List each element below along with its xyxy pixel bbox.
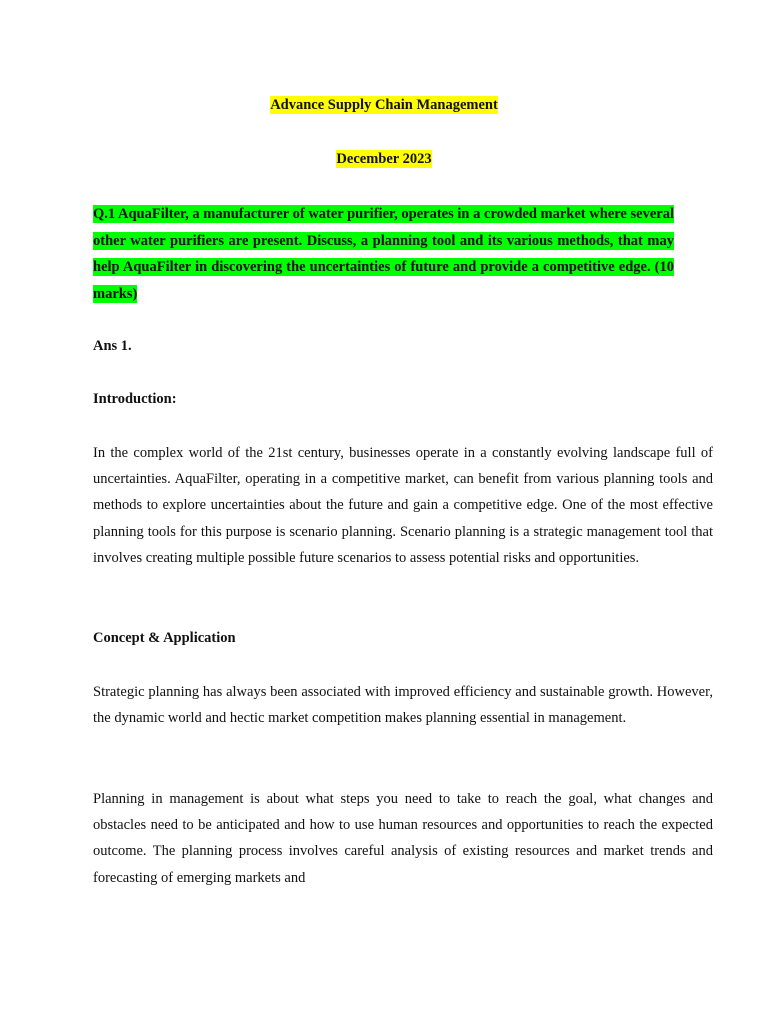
question-block [93,201,674,307]
document-date [0,150,768,168]
strategic-planning-paragraph: Strategic planning has always been associated with improved efficiency and sustainable growth. However, the dynamic world and hectic market competition makes planning essential in management. [93,684,713,727]
answer-label: Ans 1. [93,338,132,354]
introduction-paragraph: In the complex world of the 21st century, businesses operate in a constantly evolving landscape full of uncertainties. AquaFilter, operating in a competitive market, can benefit from various planning tools and methods to explore uncertainties about the future and gain a competitive edge. One of the most effective planning tools for this purpose is scenario planning. Scenario planning is a strategic management tool that involves creating multiple possible future scenarios to assess potential risks and opportunities. [93,445,713,566]
document-title [0,96,768,114]
concept-heading: Concept & Application [93,630,236,646]
introduction-heading: Introduction: [93,391,177,407]
question-text: Q.1 AquaFilter, a manufacturer of water purifier, operates in a crowded market where several other water purifiers are present. Discuss, a planning tool and its various methods, that may help AquaFilter in discovering the uncertainties of future and provide a competitive edge. (10 marks) [93,206,674,302]
document-title-text: Advance Supply Chain Management [270,97,498,113]
planning-paragraph: Planning in management is about what steps you need to take to reach the goal, what changes and obstacles need to be anticipated and how to use human resources and opportunities to reach the expected outcome. The planning process involves careful analysis of existing resources and market trends and forecasting of emerging markets and [93,791,713,886]
document-date-text: December 2023 [336,151,432,167]
